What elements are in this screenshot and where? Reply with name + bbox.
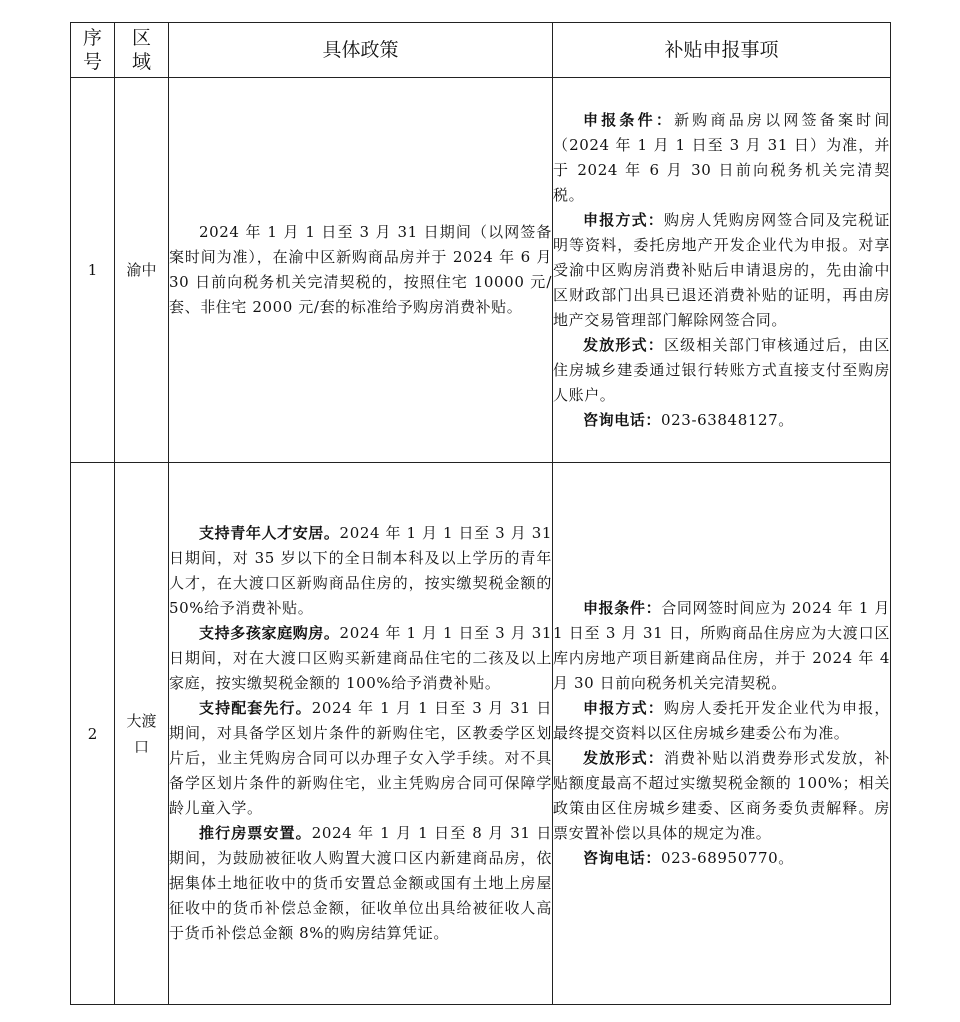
claim-paragraph: 申报方式：购房人凭购房网签合同及完税证明等资料，委托房地产开发企业代为申报。对享受渝中区购房消费补贴后申请退房的，先由渝中区财政部门出具已退还消费补贴的证明，再由房地产交易管理部门解除网签合同。 — [553, 210, 890, 329]
policy-cell — [169, 463, 553, 1005]
claim-cell — [553, 78, 891, 463]
claim-paragraph: 申报条件：新购商品房以网签备案时间（2024 年 1 月 1 日至 3 月 31 日）为准，并于 2024 年 6 月 30 日前向税务机关完清契税。 — [553, 110, 890, 204]
claim-cell — [553, 463, 891, 1005]
claim-paragraph: 申报方式：购房人委托开发企业代为申报，最终提交资料以区住房城乡建委公布为准。 — [553, 699, 890, 742]
table-header-row — [71, 23, 891, 78]
policy-paragraph: 支持配套先行。2024 年 1 月 1 日至 3 月 31 日期间，对具备学区划片条件的新购住宅，区教委学区划片后，业主凭购房合同可以办理子女入学手续。对不具备学区划片条件的新购住宅，业主凭购房合同可保障学龄儿童入学。 — [169, 699, 552, 817]
policy-paragraph: 支持青年人才安居。2024 年 1 月 1 日至 3 月 31 日期间，对 35 岁以下的全日制本科及以上学历的青年人才，在大渡口区新购商品住房的，按实缴契税金额的 50%给予消费补贴。 — [169, 524, 552, 617]
header-claim: 补贴申报事项 — [553, 23, 891, 78]
table-row — [71, 463, 891, 1005]
claim-phone: 咨询电话：023-68950770。 — [583, 849, 794, 867]
row-area: 渝中 — [115, 78, 169, 463]
policy-paragraph: 推行房票安置。2024 年 1 月 1 日至 8 月 31 日期间，为鼓励被征收人购置大渡口区内新建商品房，依据集体土地征收中的货币安置总金额或国有土地上房屋征收中的货币补偿总金额，征收单位出具给被征收人高于货币补偿总金额 8%的购房结算凭证。 — [169, 824, 552, 942]
claim-paragraph: 发放形式：消费补贴以消费券形式发放，补贴额度最高不超过实缴契税金额的 100%；相关政策由区住房城乡建委、区商务委负责解释。房票安置补偿以具体的规定为准。 — [553, 749, 890, 842]
row-number: 2 — [71, 463, 115, 1005]
claim-phone: 咨询电话：023-63848127。 — [583, 410, 794, 429]
table-row — [71, 78, 891, 463]
row-area-text: 大渡口 — [126, 711, 157, 756]
policy-cell — [169, 78, 553, 463]
header-seq: 序 号 — [71, 23, 115, 78]
row-area — [115, 463, 169, 1005]
claim-paragraph: 申报条件：合同网签时间应为 2024 年 1 月 1 日至 3 月 31 日，所购商品住房应为大渡口区库内房地产项目新建商品住房，并于 2024 年 4 月 30 日前向税务机关完清契税。 — [553, 599, 890, 692]
policy-table — [70, 22, 891, 1005]
policy-paragraph: 2024 年 1 月 1 日至 3 月 31 日期间（以网签备案时间为准），在渝中区新购商品房并于 2024 年 6 月 30 日前向税务机关完清契税的，按照住宅 10000 元/套、非住宅 2000 元/套的标准给予购房消费补贴。 — [169, 223, 552, 316]
header-area: 区 域 — [115, 23, 169, 78]
claim-paragraph: 发放形式：区级相关部门审核通过后，由区住房城乡建委通过银行转账方式直接支付至购房人账户。 — [553, 335, 890, 404]
header-policy: 具体政策 — [169, 23, 553, 78]
policy-paragraph: 支持多孩家庭购房。2024 年 1 月 1 日至 3 月 31 日期间，对在大渡口区购买新建商品住宅的二孩及以上家庭，按实缴契税金额的 100%给予消费补贴。 — [169, 624, 552, 692]
row-number: 1 — [71, 78, 115, 463]
